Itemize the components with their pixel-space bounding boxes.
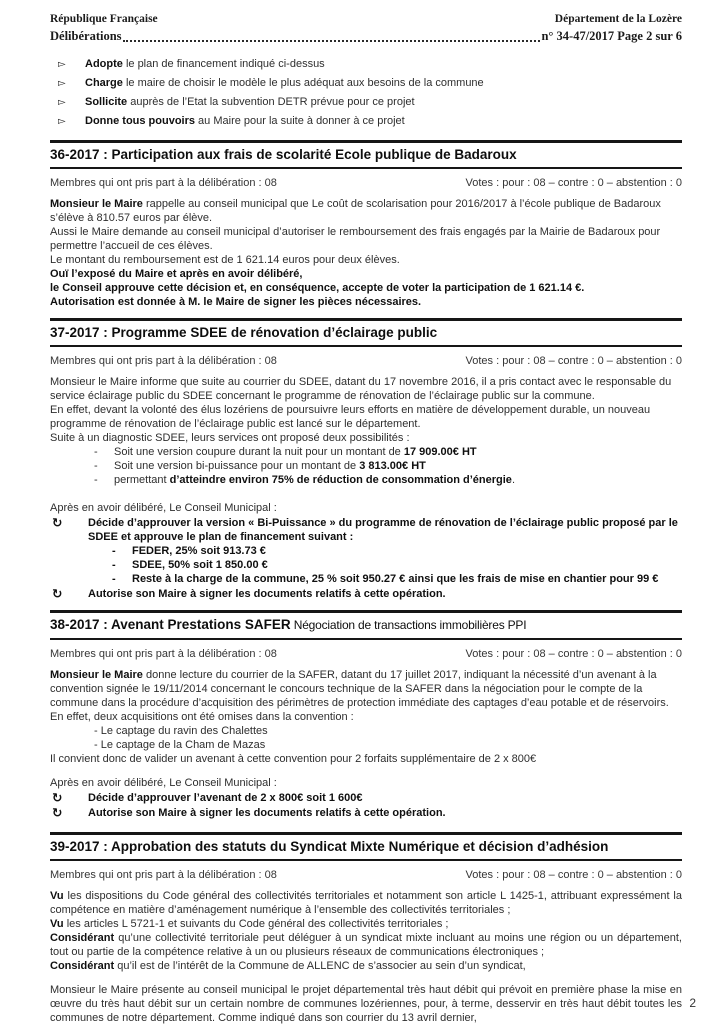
members-count: Membres qui ont pris part à la délibération : 08 [50,355,277,367]
votes-summary: Votes : pour : 08 – contre : 0 – abstention : 0 [465,355,682,367]
dash-bullet-icon: - [112,559,116,571]
bullet-text: Charge le maire de choisir le modèle le plus adéquat aux besoins de la commune [85,77,484,89]
deliberation-intro: Après en avoir délibéré, Le Conseil Municipal : [50,502,277,514]
header-bottom-row [50,28,682,45]
section-39-title: 39-2017 : Approbation des statuts du Syndicat Mixte Numérique et décision d’adhésion [50,839,609,854]
dash-bullet-icon: - [94,446,98,458]
decision-statement: Autorisation est donnée à M. le Maire de signer les pièces nécessaires. [50,296,422,308]
header-top-row [50,12,682,27]
section-36-2017 [50,140,682,309]
decision-text: Décide d’approuver l’avenant de 2 x 800€ soit 1 600€ [88,792,363,804]
paragraph: Le montant du remboursement est de 1 621.14 euros pour deux élèves. [50,254,400,266]
section-38-title: 38-2017 : Avenant Prestations SAFER Négociation de transactions immobilières PPI [50,617,527,632]
list-item: - Le captage de la Cham de Mazas [94,739,266,751]
decision-text: Autorise son Maire à signer les documents relatifs à cette opération. [88,588,446,600]
paragraph: Considérant qu’il est de l’intérêt de la Commune de ALLENC de s’associer au sein d’un syndicat, [50,960,526,972]
circular-arrow-bullet-icon: ↻ [52,516,63,530]
list-item: - Le captage du ravin des Chalettes [94,725,268,737]
list-item [50,473,682,487]
decision-text: Autorise son Maire à signer les documents relatifs à cette opération. [88,807,446,819]
dash-bullet-icon: - [94,460,98,472]
votes-summary: Votes : pour : 08 – contre : 0 – abstention : 0 [465,648,682,660]
votes-summary: Votes : pour : 08 – contre : 0 – abstention : 0 [465,177,682,189]
list-item [50,112,682,131]
section-39-2017 [50,832,682,1025]
section-38-2017 [50,610,682,820]
paragraph: Monsieur le Maire informe que suite au courrier du SDEE, datant du 17 novembre 2016, il a pris contact avec le responsable du service éclairage public du SDEE concernant le programme de rénovation de l’éclairage public sur la commune. [50,376,672,402]
dash-bullet-icon: - [112,545,116,557]
dash-bullet-icon: - [112,573,116,585]
option-text: permettant d’atteindre environ 75% de réduction de consommation d’énergie. [114,474,515,486]
arrowhead-bullet-icon: ▻ [58,78,66,89]
decision-statement: le Conseil approuve cette décision et, en conséquence, accepte de voter la participation de 1 621.14 €. [50,282,585,294]
option-text: Soit une version bi-puissance pour un montant de 3 813.00€ HT [114,460,426,472]
financing-line: FEDER, 25% soit 913.73 € [132,545,266,557]
bullet-text: Adopte le plan de financement indiqué ci-dessus [85,58,325,70]
decision-statement: Ouï l’exposé du Maire et après en avoir délibéré, [50,268,303,280]
dotted-leader [123,40,541,42]
bullet-text: Donne tous pouvoirs au Maire pour la suite à donner à ce projet [85,115,405,127]
list-item [50,572,682,586]
paragraph: Monsieur le Maire rappelle au conseil municipal que Le coût de scolarisation pour 2016/2017 à l’école publique de Badaroux s’élève à 810.57 euros par élève. [50,198,661,224]
circular-arrow-bullet-icon: ↻ [52,791,63,805]
list-item [50,544,682,558]
members-count: Membres qui ont pris part à la délibération : 08 [50,869,277,881]
circular-arrow-bullet-icon: ↻ [52,806,63,820]
financing-line: Reste à la charge de la commune, 25 % soit 950.27 € ainsi que les frais de mise en chantier pour 99 € [132,573,659,585]
republique-label: République Française [50,13,158,25]
list-item [50,459,682,473]
paragraph: Vu les dispositions du Code général des collectivités territoriales et notamment son article L 1425-1, attribuant expressément la compétence en matière d’aménagement numérique à l’ensemble des collectivités territoriales ; [50,890,682,916]
section-36-title: 36-2017 : Participation aux frais de scolarité Ecole publique de Badaroux [50,147,517,162]
bullet-text: Sollicite auprès de l’Etat la subvention DETR prévue pour ce projet [85,96,415,108]
section-37-header [50,318,682,347]
decision-item [50,587,682,601]
section-38-meta [50,647,682,661]
members-count: Membres qui ont pris part à la délibération : 08 [50,648,277,660]
paragraph: Suite à un diagnostic SDEE, leurs services ont proposé deux possibilités : [50,432,410,444]
paragraph: En effet, devant la volonté des élus lozériens de poursuivre leurs efforts en matière de développement durable, un nouveau programme de rénovation de l’éclairage public est lancé sur le département. [50,404,651,430]
section-37-2017 [50,318,682,601]
paragraph: Aussi le Maire demande au conseil municipal d’autoriser le remboursement des frais engagés par la Mairie de Badaroux pour permettre l’accueil de ces élèves. [50,226,661,252]
section-37-title: 37-2017 : Programme SDEE de rénovation d’éclairage public [50,325,438,340]
section-38-subtitle: Négociation de transactions immobilières PPI [290,618,527,632]
section-38-header [50,610,682,640]
section-37-meta [50,354,682,368]
paragraph: Il convient donc de valider un avenant à cette convention pour 2 forfaits supplémentaire de 2 x 800€ [50,753,537,765]
circular-arrow-bullet-icon: ↻ [52,587,63,601]
decision-item [50,791,682,805]
list-item [50,445,682,459]
arrowhead-bullet-icon: ▻ [58,97,66,108]
decision-item [50,806,682,820]
paragraph: Considérant qu’une collectivité territoriale peut déléguer à un syndicat mixte incluant au moins une région ou un département, tout ou partie de la compétence relative à un ou plusieurs réseaux de communications électroniques ; [50,932,682,958]
option-text: Soit une version coupure durant la nuit pour un montant de 17 909.00€ HT [114,446,477,458]
list-item [50,55,682,74]
document-number: n° 34-47/2017 Page 2 sur 6 [541,29,682,43]
top-bullet-list [50,55,682,131]
arrowhead-bullet-icon: ▻ [58,59,66,70]
dash-bullet-icon: - [94,474,98,486]
members-count: Membres qui ont pris part à la délibération : 08 [50,177,277,189]
section-39-meta [50,868,682,882]
list-item [50,93,682,112]
deliberation-intro: Après en avoir délibéré, Le Conseil Municipal : [50,777,277,789]
list-item [50,74,682,93]
section-36-header [50,140,682,169]
arrowhead-bullet-icon: ▻ [58,116,66,127]
section-39-header [50,832,682,861]
section-36-meta [50,176,682,190]
page-header [50,12,682,45]
decision-text: Décide d’approuver la version « Bi-Puissance » du programme de rénovation de l’éclairage public proposé par le SDEE et approuve le plan de financement suivant : [88,517,678,543]
financing-line: SDEE, 50% soit 1 850.00 € [132,559,268,571]
votes-summary: Votes : pour : 08 – contre : 0 – abstention : 0 [465,869,682,881]
page-number: 2 [689,996,696,1010]
decision-item [50,516,682,544]
paragraph: Vu les articles L 5721-1 et suivants du Code général des collectivités territoriales ; [50,918,449,930]
departement-label: Département de la Lozère [554,13,682,25]
deliberations-label: Délibérations [50,29,122,43]
paragraph: Monsieur le Maire présente au conseil municipal le projet départemental très haut débit qui prévoit en première phase la mise en œuvre du très haut débit sur un certain nombre de communes lozériennes, pour, à terme, desservir en très haut débit toutes les communes de notre département. Comme indiqué dans son courrier du 13 avril dernier, [50,984,682,1024]
paragraph: Monsieur le Maire donne lecture du courrier de la SAFER, datant du 17 juillet 2017, indiquant la nécessité d’un avenant à la convention signée le 19/11/2014 concernant le concours technique de la SAFER dans la négociation pour le compte de la commune dans la procédure d’acquisition des périmètres de protection immédiate des captages d’eau potable et de réservoirs. En effet, deux acquisitions ont été omises dans la convention : [50,669,669,723]
list-item [50,558,682,572]
